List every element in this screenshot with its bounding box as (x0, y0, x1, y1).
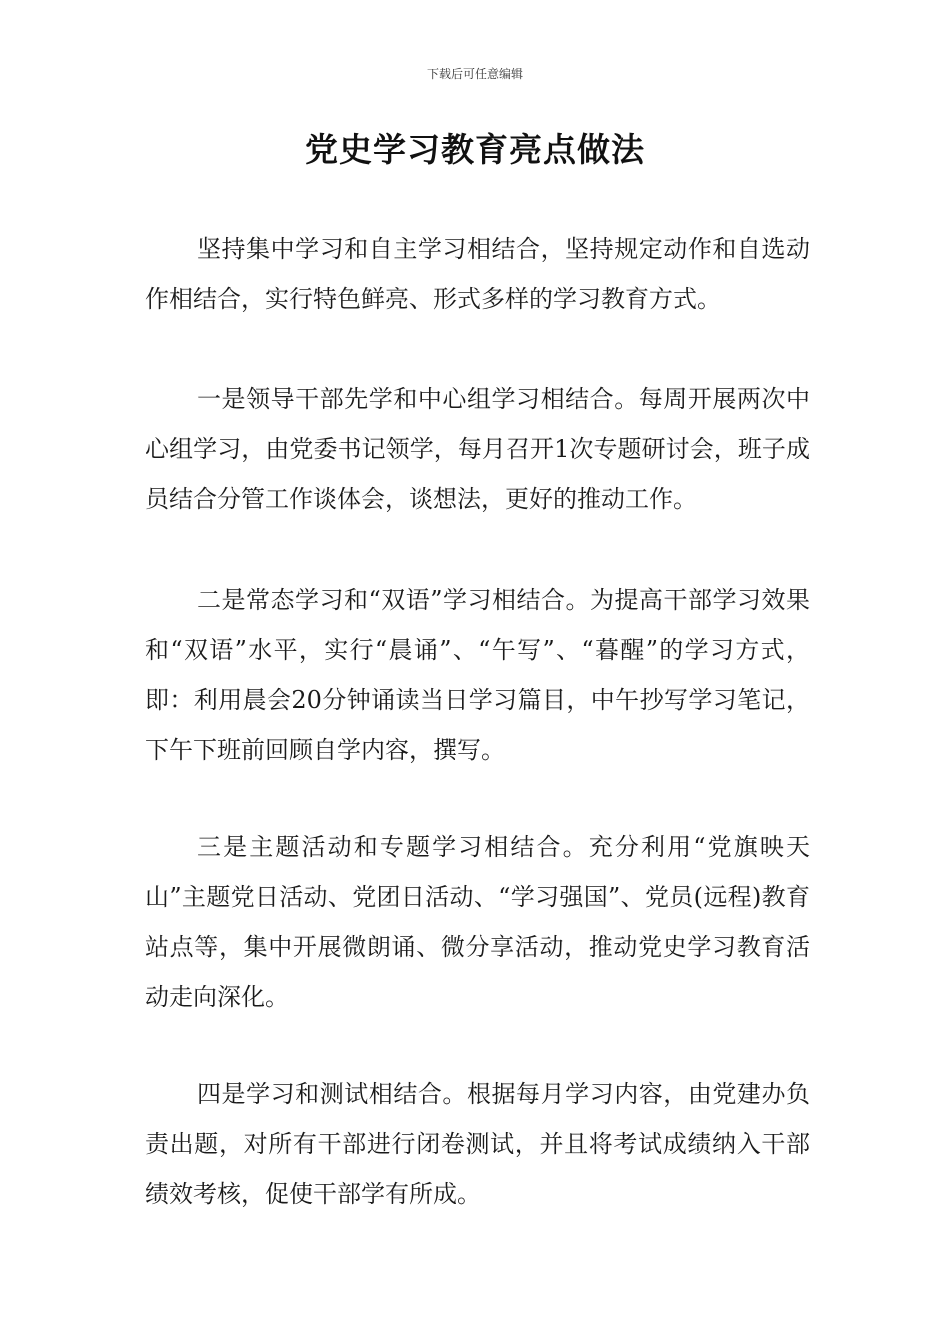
paragraph-intro: 坚持集中学习和自主学习相结合，坚持规定动作和自选动作相结合，实行特色鲜亮、形式多样的学习教育方式。 (145, 235, 810, 313)
document-title: 党史学习教育亮点做法 (305, 130, 645, 169)
paragraph-point-1: 一是领导干部先学和中心组学习相结合。每周开展两次中心组学习，由党委书记领学，每月召开1次专题研讨会，班子成员结合分管工作谈体会，谈想法，更好的推动工作。 (145, 385, 810, 513)
paragraph-point-2: 二是常态学习和“双语”学习相结合。为提高干部学习效果和“双语”水平，实行“晨诵”、“午写”、“暮醒”的学习方式，即：利用晨会20分钟诵读当日学习篇目，中午抄写学习笔记，下午下班前回顾自学内容，撰写。 (145, 586, 810, 764)
paragraph-point-3: 三是主题活动和专题学习相结合。充分利用“党旗映天山”主题党日活动、党团日活动、“学习强国”、党员(远程)教育站点等，集中开展微朗诵、微分享活动，推动党史学习教育活动走向深化。 (145, 833, 810, 1011)
paragraph-point-4: 四是学习和测试相结合。根据每月学习内容，由党建办负责出题，对所有干部进行闭卷测试，并且将考试成绩纳入干部绩效考核，促使干部学有所成。 (145, 1080, 810, 1208)
header-note: 下载后可任意编辑 (426, 67, 523, 81)
